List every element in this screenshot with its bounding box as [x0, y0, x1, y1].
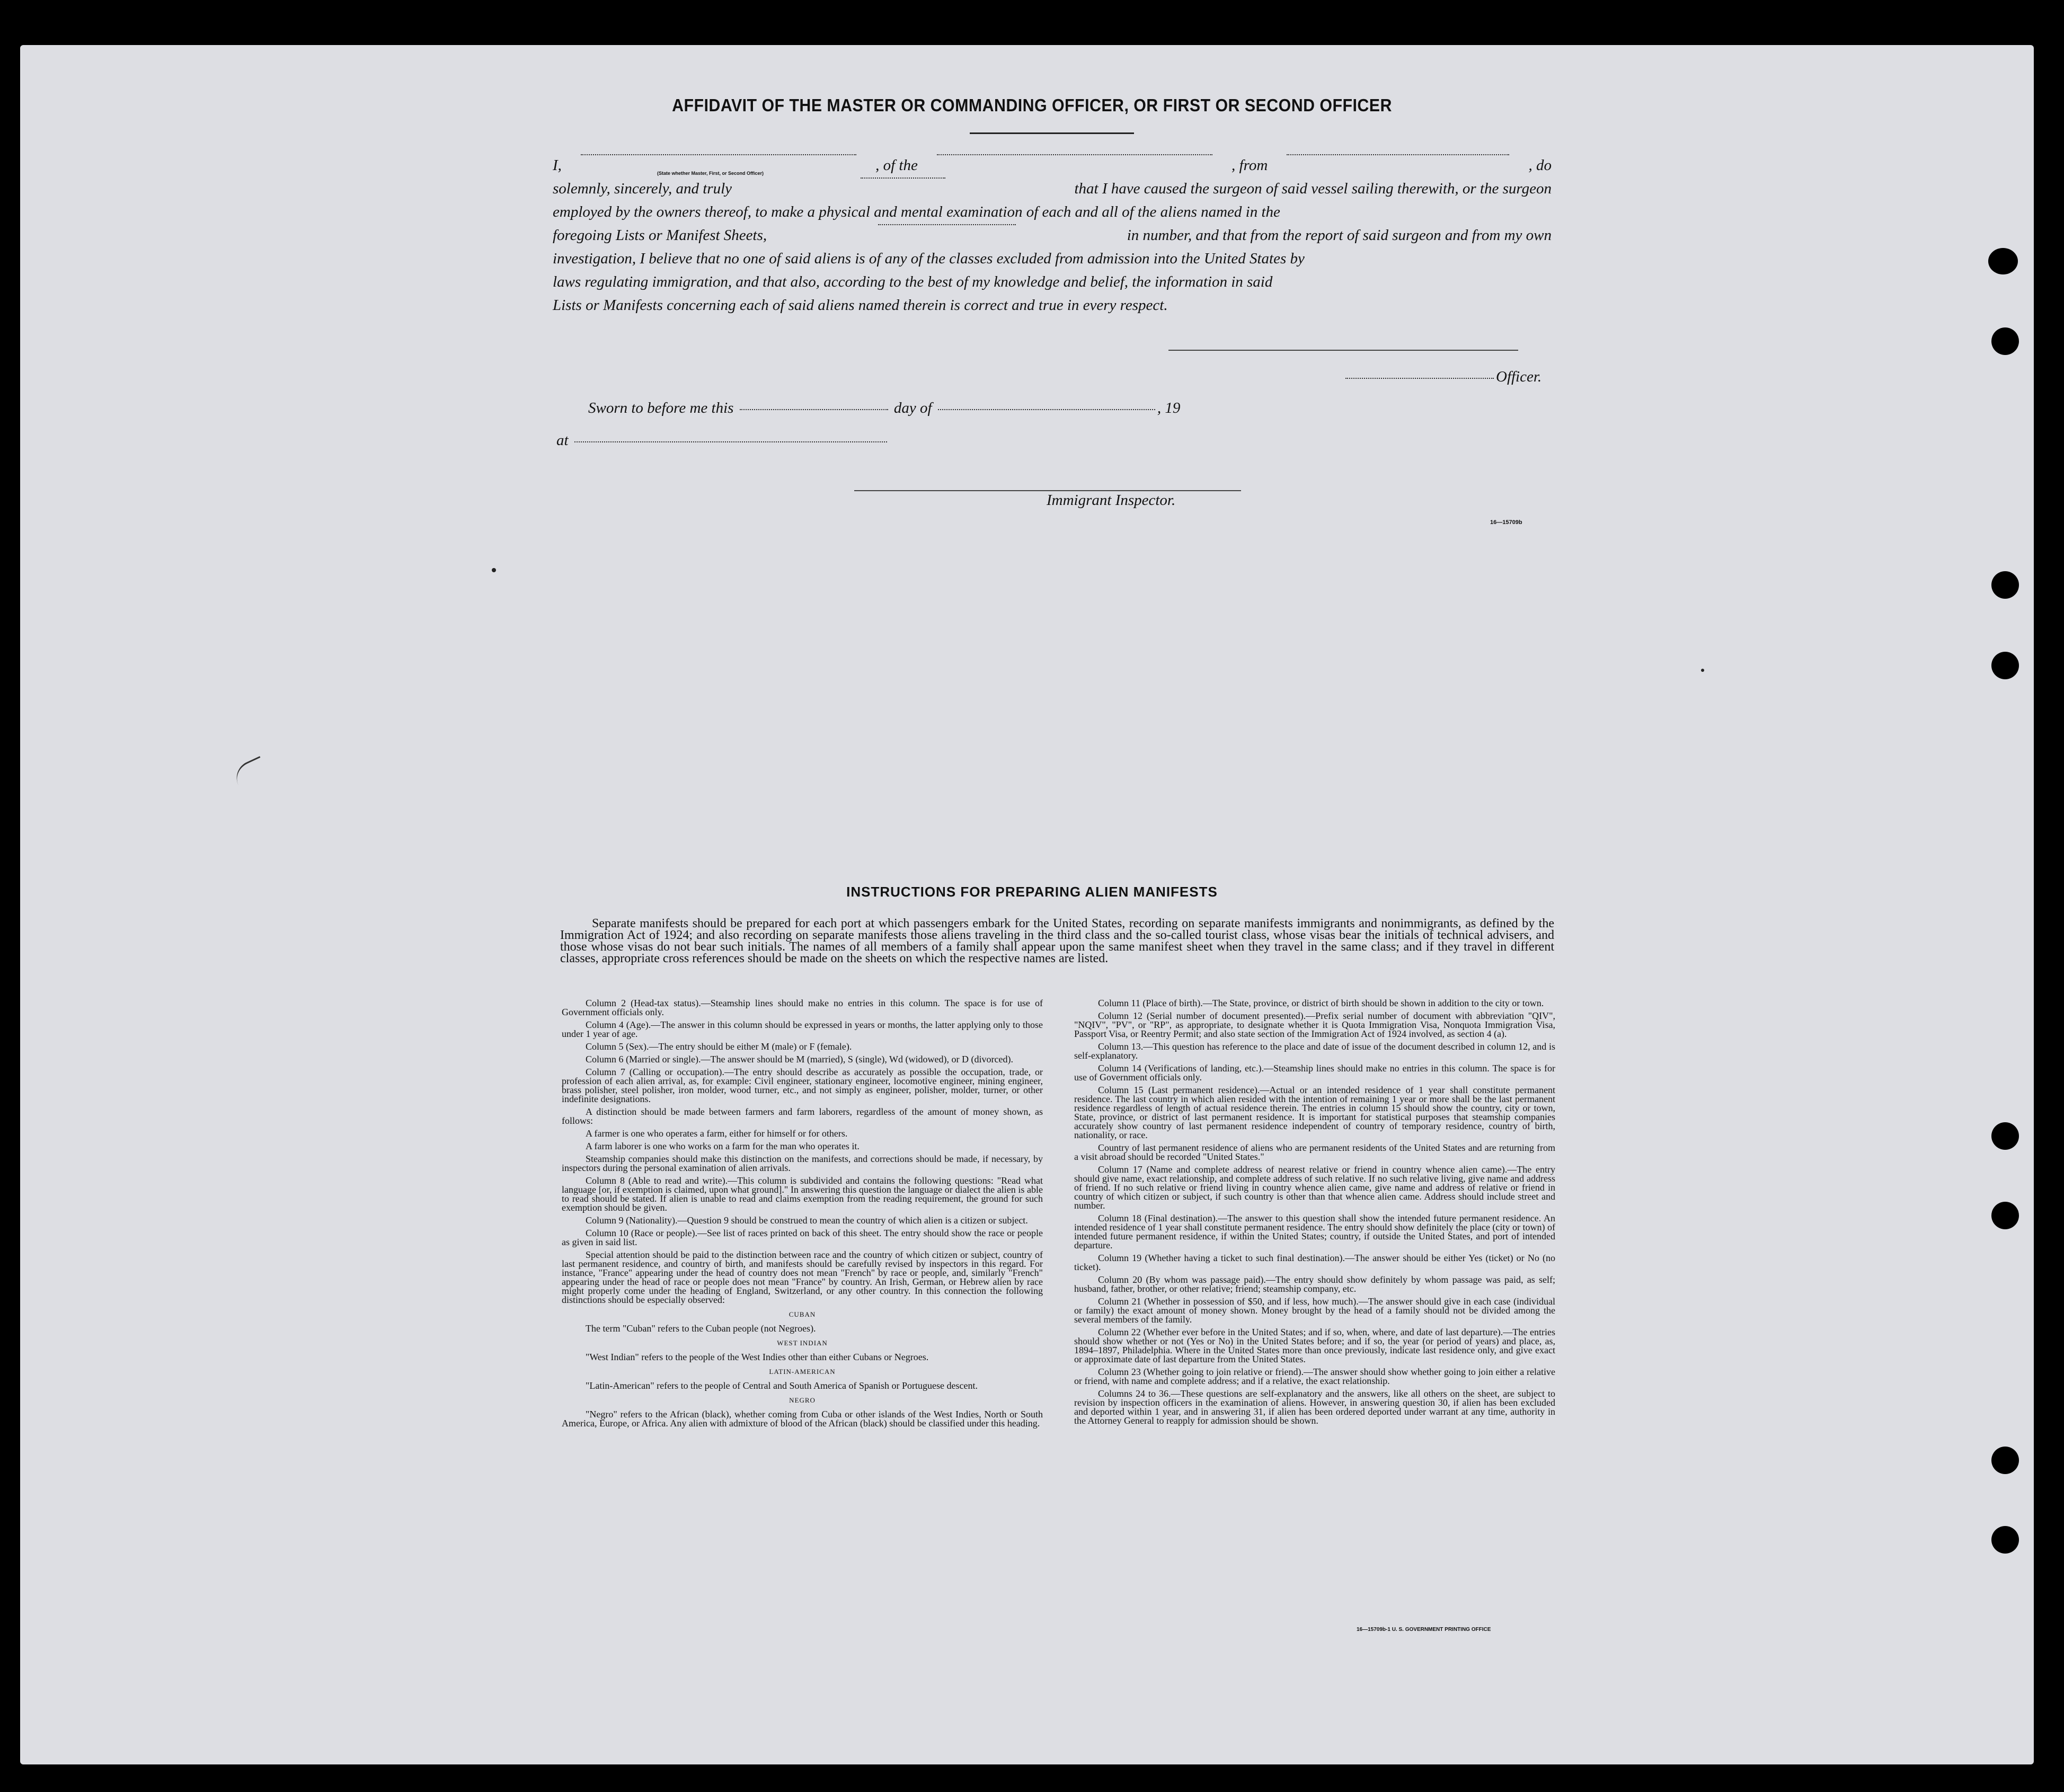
west-indian-heading: WEST INDIAN: [777, 1339, 828, 1347]
instruction-paragraph: Columns 24 to 36.—These questions are self-explanatory and the answers, like all others on the sheet, are subject to revision by inspection officers in the examination of aliens. However, in answering question 30, if alien has been excluded and deported within 1 year, and in answering 31, if alien has been ordered deported under warrant at any time, authority in the Attorney General to reapply for admission should be shown.: [1074, 1388, 1555, 1426]
ink-speck: [492, 568, 496, 572]
affidavit-text: , of the: [875, 157, 918, 174]
affidavit-text: solemnly, sincerely, and truly: [553, 180, 732, 197]
cuban-heading: CUBAN: [789, 1310, 816, 1318]
instruction-paragraph: Column 21 (Whether in possession of $50, and if less, how much).—The answer should give in each case (individual or family) the exact amount of money shown. Money brought by the head of a family should not be divided among the several members of the family.: [1074, 1296, 1555, 1325]
title-underline: [970, 132, 1134, 134]
instruction-paragraph: A farm laborer is one who works on a farm for the man who operates it.: [586, 1141, 860, 1151]
affidavit-text: in number, and that from the report of said surgeon and from my own: [1127, 227, 1552, 244]
instruction-paragraph: Column 7 (Calling or occupation).—The entry should describe as accurately as possible the occupation, trade, or profession of each alien arrival, as, for example: Civil engineer, stationary engineer, locomotive engineer, mining engineer, brass polisher, steel polisher, iron molder, wood turner, etc., and not simply as engineer, polisher, molder, turner, or other indefinite designations.: [562, 1067, 1043, 1104]
cuban-definition: The term "Cuban" refers to the Cuban people (not Negroes).: [586, 1323, 816, 1334]
instructions-title: INSTRUCTIONS FOR PREPARING ALIEN MANIFESTS: [846, 884, 1218, 900]
instruction-paragraph: Country of last permanent residence of aliens who are permanent residents of the United States and are returning from a visit abroad should be recorded "United States.": [1074, 1142, 1555, 1162]
officer-title-field[interactable]: [1345, 377, 1494, 379]
affidavit-line-6: laws regulating immigration, and that also, according to the best of my knowledge and belief, the information in said: [553, 273, 1273, 290]
instruction-paragraph: Column 2 (Head-tax status).—Steamship lines should make no entries in this column. The space is for use of Government officials only.: [562, 998, 1043, 1017]
instruction-paragraph: Column 13.—This question has reference to the place and date of issue of the document described in column 12, and is self-explanatory.: [1074, 1041, 1555, 1061]
ink-speck: [1701, 669, 1704, 672]
affidavit-title: AFFIDAVIT OF THE MASTER OR COMMANDING OFFICER, OR FIRST OR SECOND OFFICER: [672, 95, 1392, 115]
affidavit-text: , do: [1528, 157, 1552, 174]
sworn-month-field[interactable]: [938, 409, 1155, 410]
instruction-paragraph: A farmer is one who operates a farm, either for himself or for others.: [586, 1128, 848, 1139]
officer-signature-line[interactable]: [1168, 350, 1518, 351]
west-indian-definition: "West Indian" refers to the people of the West Indies other than either Cubans or Negroes.: [586, 1352, 929, 1362]
departure-port-field[interactable]: [1287, 154, 1509, 155]
binder-hole-3: [1991, 571, 2019, 599]
instruction-paragraph: Column 14 (Verifications of landing, etc.).—Steamship lines should make no entries in this column. The space is for use of Government officials only.: [1074, 1063, 1555, 1083]
instruction-paragraph: Column 17 (Name and complete address of nearest relative or friend in country whence alien came).—The entry should give name, exact relationship, and complete address of such relative. If no such relative living, give name and address of friend. If no such relative or friend living in country whence alien came, give name and address of relative or friend in country of which citizen or subject, if such country is other than that whence alien came. Address should include street and number.: [1074, 1164, 1555, 1211]
instruction-paragraph: Column 6 (Married or single).—The answer should be M (married), S (single), Wd (widowed), or D (divorced).: [586, 1054, 1013, 1064]
instruction-paragraph: Column 23 (Whether going to join relative or friend).—The answer should show whether going to join either a relative or friend, with name and complete address; and if a relative, the exact relationship.: [1074, 1367, 1555, 1386]
instruction-paragraph: Column 15 (Last permanent residence).—Actual or an intended residence of 1 year shall constitute permanent residence. The last country in which alien resided with the intention of remaining 1 year or more shall be the last permanent residence regardless of length of actual residence therein. The entries in column 15 should show the country, city or town, State, province, or district of last permanent residence. It is important for statistical purposes that steamship companies accurately show country of last permanent residence independent of country of temporary residence, country of birth, nationality, or race.: [1074, 1085, 1555, 1140]
instruction-paragraph: Column 9 (Nationality).—Question 9 should be construed to mean the country of which alien is a citizen or subject.: [586, 1215, 1028, 1226]
instruction-paragraph: Column 4 (Age).—The answer in this column should be expressed in years or months, the latter applying only to those under 1 year of age.: [562, 1019, 1043, 1039]
instruction-paragraph: Column 10 (Race or people).—See list of races printed on back of this sheet. The entry should show the race or people as given in said list.: [562, 1228, 1043, 1247]
instruction-paragraph: Column 19 (Whether having a ticket to such final destination).—The answer should be either Yes (ticket) or No (no ticket).: [1074, 1253, 1555, 1272]
instruction-paragraph: Column 8 (Able to read and write).—This column is subdivided and contains the following questions: "Read what language [or, if exemption is claimed, upon what ground]." In answering this question the language or dialect the alien is able to read should be stated. If alien is unable to read and claims exemption from the reading requirement, the ground for such exemption should be given.: [562, 1175, 1043, 1213]
printing-office-footer: 16—15709b-1 U. S. GOVERNMENT PRINTING OFFICE: [1357, 1627, 1491, 1633]
inspector-signature-line[interactable]: [854, 490, 1241, 491]
instruction-paragraph: Column 18 (Final destination).—The answer to this question shall show the intended future permanent residence. An intended residence of 1 year shall constitute permanent residence. The entry should show definitely the place (city or town) of intended future permanent residence, if within the United States; country, if outside the United States, and port of intended departure.: [1074, 1213, 1555, 1250]
sheet-count-field[interactable]: [878, 224, 1016, 225]
officer-rank-field[interactable]: [581, 154, 856, 155]
binder-hole-8: [1991, 1526, 2019, 1554]
inspector-label: Immigrant Inspector.: [1047, 492, 1176, 509]
binder-hole-6: [1991, 1202, 2019, 1229]
instructions-right-column: [1074, 999, 1555, 1429]
oath-manner-field[interactable]: [861, 177, 945, 179]
affidavit-line-4: [553, 224, 1552, 247]
affidavit-text: I,: [553, 157, 562, 174]
affidavit-text: , from: [1232, 157, 1268, 174]
affidavit-line-2: [553, 177, 1552, 200]
binder-hole-2: [1991, 327, 2019, 355]
instructions-intro: Separate manifests should be prepared for each port at which passengers embark for the United States, recording on separate manifests immigrants and nonimmigrants, as defined by the Immigration Act of 1924; and also recording on separate manifests those aliens traveling in the third class and the so-called tourist class, whose visas bear the initials of technical advisers, and those whose visas do not bear such initials. The names of all members of a family shall appear upon the same manifest sheet when they travel in the same class; and if they travel in different classes, appropriate cross references should be made on the sheets on which the respective names are listed.: [560, 917, 1554, 965]
negro-definition: "Negro" refers to the African (black), whether coming from Cuba or other islands of the West Indies, North or South America, Europe, or Africa. Any alien with admixture of blood of the African (black) should be classified under this heading.: [562, 1409, 1043, 1429]
instruction-paragraph: Column 22 (Whether ever before in the United States; and if so, when, where, and date of last departure).—The entries should show whether or not (Yes or No) in the United States before; and if so, the year (or period of years) and place, as, 1894–1897, Philadelphia. Where in the United States more than once previously, indicate last residence only, and give exact or approximate date of last departure from the United States.: [1074, 1327, 1555, 1364]
negro-heading: NEGRO: [789, 1396, 816, 1404]
instruction-paragraph: Steamship companies should make this distinction on the manifests, and corrections should be made, if necessary, by inspectors during the personal examination of alien arrivals.: [562, 1154, 1043, 1173]
affidavit-body: [553, 154, 1552, 317]
sworn-day-field[interactable]: [740, 409, 888, 410]
binder-hole-7: [1991, 1447, 2019, 1474]
binder-hole-1: [1988, 248, 2018, 274]
form-number: 16—15709b: [1490, 519, 1522, 526]
affidavit-text: that I have caused the surgeon of said vessel sailing therewith, or the surgeon: [1074, 180, 1552, 197]
instruction-paragraph: Column 12 (Serial number of document presented).—Prefix serial number of document with abbreviation "QIV", "NQIV", "PV", or "RP", as appropriate, to designate whether it is Quota Immigration Visa, Nonquota Immigration Visa, Passport Visa, or Reentry Permit; and also state section of the Immigration Act of 1924 involved, as section 4 (a).: [1074, 1010, 1555, 1039]
instruction-paragraph: Column 20 (By whom was passage paid).—The entry should show definitely by whom passage was paid, as self; husband, father, brother, or other relative; friend; steamship company, etc.: [1074, 1274, 1555, 1294]
affidavit-text: foregoing Lists or Manifest Sheets,: [553, 227, 767, 244]
instruction-paragraph: Special attention should be paid to the distinction between race and the country of which citizen or subject, country of last permanent residence, and country of birth, and manifests should be carefully revised by inspectors in this regard. For instance, "France" appearing under the head of country does not mean "French" by race or people, and, similarly "French" appearing under the head of race or people does not mean "France" by country. An Irish, German, or Hebrew alien by race might properly come under the heading of England, Switzerland, or any other country. In this connection the following distinctions should be especially observed:: [562, 1249, 1043, 1305]
instructions-left-column: [562, 999, 1043, 1432]
sworn-place-line: at: [556, 432, 889, 449]
latin-american-heading: LATIN-AMERICAN: [769, 1368, 836, 1376]
latin-american-definition: "Latin-American" refers to the people of Central and South America of Spanish or Portuguese descent.: [586, 1380, 978, 1391]
affidavit-line-3: employed by the owners thereof, to make a physical and mental examination of each and all of the aliens named in the: [553, 203, 1280, 220]
sworn-place-field[interactable]: [574, 441, 887, 442]
instruction-paragraph: Column 11 (Place of birth).—The State, province, or district of birth should be shown in addition to the city or town.: [1098, 998, 1544, 1008]
affidavit-line-7: Lists or Manifests concerning each of said aliens named therein is correct and true in every respect.: [553, 297, 1168, 314]
sworn-line: Sworn to before me this day of , 19: [588, 400, 1181, 416]
vessel-name-field[interactable]: [937, 154, 1212, 155]
binder-hole-4: [1991, 652, 2019, 679]
officer-rank-note: (State whether Master, First, or Second Officer): [657, 171, 764, 176]
instruction-paragraph: Column 5 (Sex).—The entry should be either M (male) or F (female).: [586, 1041, 852, 1052]
instruction-paragraph: A distinction should be made between farmers and farm laborers, regardless of the amount of money shown, as follows:: [562, 1106, 1043, 1126]
officer-label: Officer.: [1343, 368, 1542, 386]
affidavit-line-5: investigation, I believe that no one of said aliens is of any of the classes excluded from admission into the United States by: [553, 250, 1305, 267]
binder-hole-5: [1991, 1122, 2019, 1150]
